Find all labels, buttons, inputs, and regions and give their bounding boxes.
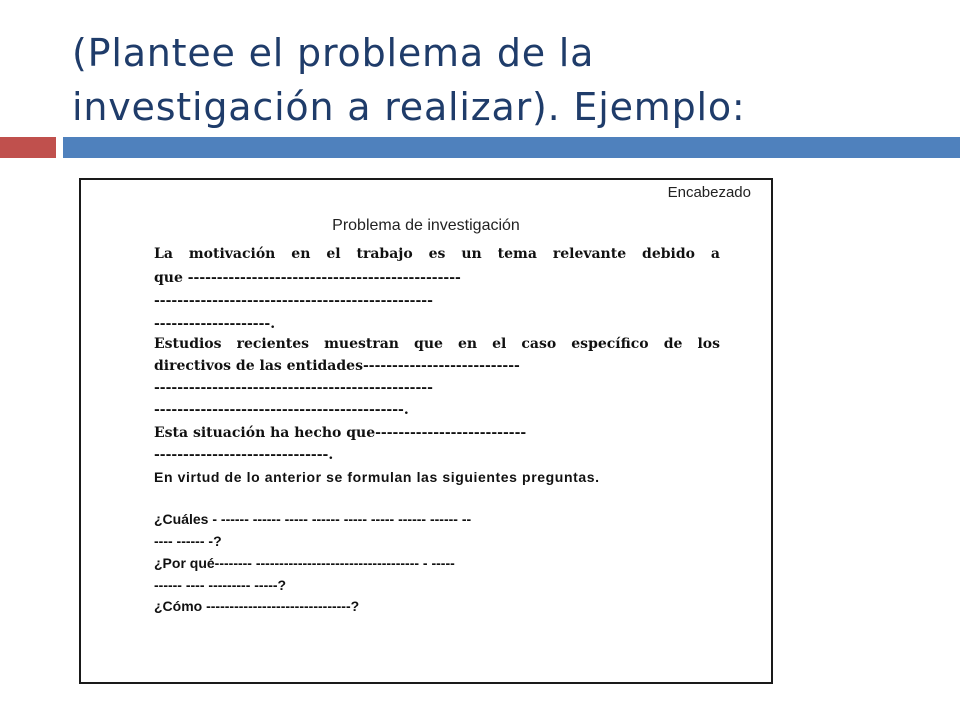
paragraph-line: La motivación en el trabajo es un tema relevante debido a: [154, 246, 720, 262]
title-line-1: (Plantee el problema de la: [72, 31, 595, 75]
paragraph-line: Esta situación ha hecho que--------------------------: [154, 425, 527, 441]
question-line: ¿Cómo -------------------------------?: [154, 598, 360, 614]
paragraph-line: Estudios recientes muestran que en el caso específico de los: [154, 336, 720, 352]
paragraph-line: ------------------------------------------------: [154, 380, 433, 396]
paragraph-line: ------------------------------------------------: [154, 293, 433, 309]
document-image: [79, 178, 773, 684]
paragraph-line: que -----------------------------------------------: [154, 270, 461, 286]
question-line: ------ ---- --------- -----?: [154, 577, 287, 593]
title-line-2: investigación a realizar). Ejemplo:: [72, 85, 746, 129]
document-header: Encabezado: [667, 184, 751, 201]
accent-bar-red: [0, 137, 56, 158]
slide-title: [72, 26, 932, 134]
question-line: ¿Cuáles - ------ ------ ----- ------ ----- ----- ------ ------ --: [154, 511, 472, 527]
question-line: ---- ------ -?: [154, 533, 222, 549]
accent-bar-blue: [63, 137, 960, 158]
paragraph-line: ------------------------------.: [154, 447, 334, 463]
paragraph-line: En virtud de lo anterior se formulan las siguientes preguntas.: [154, 469, 600, 485]
paragraph-line: directivos de las entidades---------------------------: [154, 358, 520, 374]
paragraph-line: -------------------------------------------.: [154, 402, 409, 418]
question-line: ¿Por qué-------- ----------------------------------- - -----: [154, 555, 455, 571]
paragraph-line: --------------------.: [154, 316, 276, 332]
document-heading: Problema de investigación: [332, 217, 520, 234]
